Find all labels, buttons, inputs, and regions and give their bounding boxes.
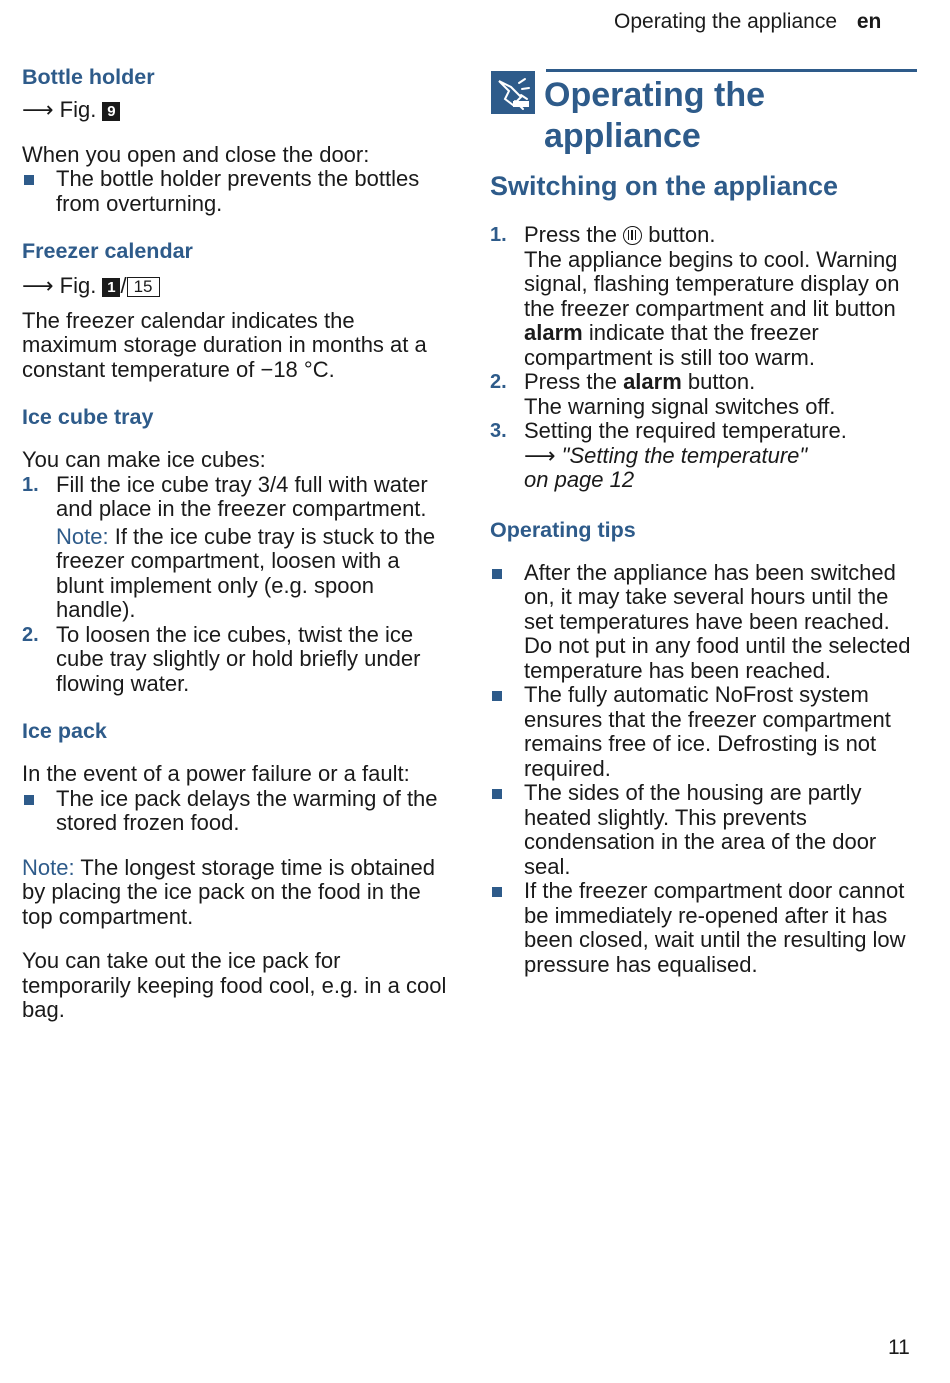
ice-tray-note: Note: If the ice cube tray is stuck to the freezer compartment, loosen with a blunt implement only (e.g. spoon handle). (56, 523, 436, 622)
switch-step-2: 2. Press the alarm button. The warning signal switches off. (490, 369, 836, 419)
fig-number-badge: 9 (102, 102, 120, 121)
bottle-fig-ref (22, 98, 452, 123)
bottle-bullet: The bottle holder prevents the bottles from overturning. (22, 167, 452, 216)
switch-on-steps (490, 223, 915, 493)
header-lang: en (856, 10, 882, 33)
bullet-square-icon (492, 569, 502, 579)
fig-number-outline-badge: 15 (127, 277, 160, 297)
freezer-calendar-text: The freezer calendar indicates the maximum storage duration in months at a constant temperature of −18 °C. (22, 307, 427, 382)
bullet-square-icon (492, 887, 502, 897)
ice-tray-step-1: 1. Fill the ice cube tray 3/4 full with water and place in the freezer compartment. Note: If the ice cube tray is stuck to the freezer compartment, loosen with a blunt implement only (e.g. spoon handle). (22, 473, 452, 623)
left-column (22, 64, 452, 1023)
freezer-fig-ref: ⟶ Fig. 1 / 15 (22, 274, 452, 299)
note-label: Note: (22, 854, 75, 880)
ice-pack-title: Ice pack (22, 719, 107, 743)
operating-icon (491, 71, 535, 114)
switching-on-title: Switching on the appliance (490, 171, 839, 201)
ice-cube-tray-section (22, 404, 452, 696)
bottle-holder-title: Bottle holder (22, 65, 155, 89)
switch-step-1: 1. Press the button. The appliance begins to cool. Warning signal, flashing temperature display on the freezer compartment and lit button alarm indicate that the freezer compartment is still too warm. (490, 222, 900, 370)
bullet-square-icon (492, 789, 502, 799)
chapter-title-line2: appliance (544, 117, 701, 155)
page-reference-link[interactable]: ⟶ "Setting the temperature" on page 12 (524, 442, 808, 492)
ice-pack-section (22, 718, 452, 1023)
bottle-intro: When you open and close the door: (22, 141, 370, 167)
bullet-square-icon (24, 795, 34, 805)
ice-cube-tray-title: Ice cube tray (22, 405, 154, 429)
switch-step-3: 3. Setting the required temperature. ⟶ "Setting the temperature" on page 12 (490, 418, 847, 492)
ice-pack-bullet: The ice pack delays the warming of the stored frozen food. (22, 787, 452, 836)
note-label: Note: (56, 523, 109, 549)
ice-pack-note: Note: The longest storage time is obtained by placing the ice pack on the food in the top compartment. (22, 854, 435, 929)
freezer-calendar-title: Freezer calendar (22, 239, 193, 263)
fig-ref-text: ⟶ Fig. (22, 273, 97, 298)
running-header (614, 10, 881, 35)
freezer-calendar-section (22, 238, 452, 382)
chapter-rule (546, 69, 917, 72)
operating-tips-title: Operating tips (490, 517, 636, 542)
right-column (490, 170, 915, 977)
arrow-right-icon: ⟶ (524, 442, 556, 468)
header-section: Operating the appliance (614, 10, 837, 33)
tip-item: If the freezer compartment door cannot be immediately re-opened after it has been closed, wait until the resulting low pressure has equalised. (490, 879, 915, 977)
fig-number-badge: 1 (102, 278, 120, 297)
chapter-title-line1: Operating the (544, 76, 766, 114)
chapter-title (544, 75, 924, 157)
hand-pressing-button-icon (491, 71, 535, 114)
page-number: 11 (888, 1336, 910, 1359)
fig-ref-text: ⟶ Fig. (22, 97, 97, 122)
power-button-icon (623, 226, 642, 245)
ice-tray-intro: You can make ice cubes: (22, 447, 266, 472)
ice-pack-para: You can take out the ice pack for temporarily keeping food cool, e.g. in a cool bag. (22, 948, 447, 1022)
operating-tips-list (490, 561, 915, 978)
ice-pack-intro: In the event of a power failure or a fault: (22, 761, 410, 786)
ice-tray-step-2: 2. To loosen the ice cubes, twist the ice cube tray slightly or hold briefly under flowing water. (22, 621, 421, 696)
bullet-square-icon (24, 175, 34, 185)
tip-item: After the appliance has been switched on, it may take several hours until the set temperatures have been reached. Do not put in any food until the selected temperature has been reached. (490, 561, 915, 684)
tip-item: The fully automatic NoFrost system ensures that the freezer compartment remains free of ice. Defrosting is not required. (490, 683, 915, 781)
bullet-square-icon (492, 691, 502, 701)
tip-item: The sides of the housing are partly heated slightly. This prevents condensation in the area of the door seal. (490, 781, 915, 879)
bottle-holder-section (22, 64, 452, 216)
